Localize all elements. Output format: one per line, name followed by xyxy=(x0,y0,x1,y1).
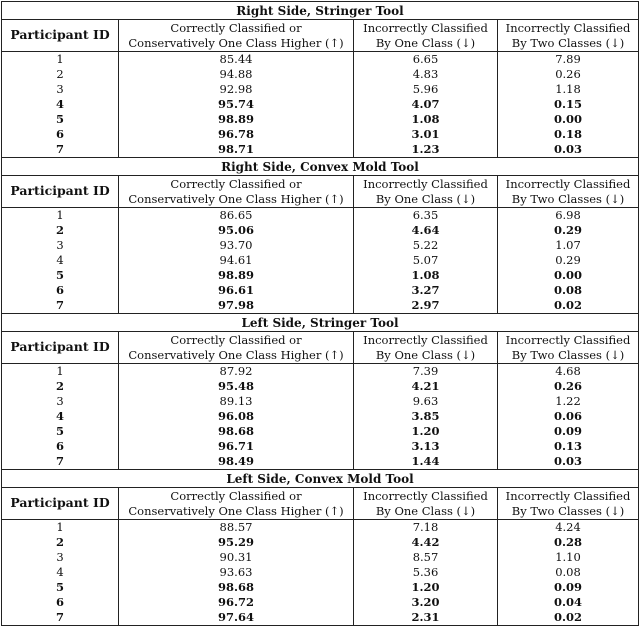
participant-id-header: Participant ID xyxy=(2,20,119,52)
two-class-header xyxy=(498,488,639,520)
correct-header xyxy=(119,488,354,520)
one-class-header-line2: By One Class (↓) xyxy=(375,35,476,50)
participant-id-cell: 1 xyxy=(2,364,119,380)
section-title-row xyxy=(2,314,639,332)
participant-id-cell: 7 xyxy=(2,298,119,314)
one-class-cell: 4.21 xyxy=(354,379,498,394)
participant-id-cell: 2 xyxy=(2,67,119,82)
participant-id-cell: 4 xyxy=(2,409,119,424)
one-class-header xyxy=(354,176,498,208)
one-class-cell: 6.35 xyxy=(354,208,498,224)
participant-id-cell: 2 xyxy=(2,223,119,238)
participant-id-cell: 4 xyxy=(2,97,119,112)
table-row xyxy=(2,52,639,68)
table-row xyxy=(2,97,639,112)
one-class-cell: 3.20 xyxy=(354,595,498,610)
correct-cell: 95.29 xyxy=(119,535,354,550)
participant-id-header: Participant ID xyxy=(2,488,119,520)
one-class-cell: 5.22 xyxy=(354,238,498,253)
two-class-cell: 0.09 xyxy=(498,424,639,439)
results-table xyxy=(1,1,639,626)
participant-id-cell: 2 xyxy=(2,535,119,550)
two-class-header-line2: By Two Classes (↓) xyxy=(511,35,625,50)
correct-cell: 90.31 xyxy=(119,550,354,565)
one-class-header-line1: Incorrectly Classified xyxy=(363,21,488,35)
table-row xyxy=(2,112,639,127)
one-class-header-line2: By One Class (↓) xyxy=(375,503,476,518)
correct-cell: 87.92 xyxy=(119,364,354,380)
table-row xyxy=(2,520,639,536)
participant-id-cell: 3 xyxy=(2,394,119,409)
two-class-header-line1: Incorrectly Classified xyxy=(505,21,631,35)
participant-id-cell: 5 xyxy=(2,580,119,595)
correct-cell: 97.98 xyxy=(119,298,354,314)
section-title-row xyxy=(2,2,639,20)
two-class-header xyxy=(498,20,639,52)
one-class-header-line2: By One Class (↓) xyxy=(375,347,476,362)
table-row xyxy=(2,610,639,626)
table-row xyxy=(2,223,639,238)
one-class-header xyxy=(354,488,498,520)
correct-cell: 96.78 xyxy=(119,127,354,142)
two-class-header-line2: By Two Classes (↓) xyxy=(511,503,625,518)
correct-header-line1: Correctly Classified or xyxy=(170,489,302,503)
correct-header xyxy=(119,176,354,208)
participant-id-cell: 7 xyxy=(2,610,119,626)
correct-cell: 96.08 xyxy=(119,409,354,424)
correct-cell: 94.61 xyxy=(119,253,354,268)
correct-cell: 98.68 xyxy=(119,424,354,439)
participant-id-cell: 1 xyxy=(2,520,119,536)
one-class-cell: 3.85 xyxy=(354,409,498,424)
correct-cell: 89.13 xyxy=(119,394,354,409)
one-class-cell: 4.64 xyxy=(354,223,498,238)
two-class-cell: 1.18 xyxy=(498,82,639,97)
two-class-header xyxy=(498,176,639,208)
two-class-cell: 6.98 xyxy=(498,208,639,224)
correct-cell: 93.70 xyxy=(119,238,354,253)
participant-id-cell: 4 xyxy=(2,253,119,268)
two-class-cell: 0.08 xyxy=(498,565,639,580)
participant-id-cell: 5 xyxy=(2,268,119,283)
two-class-cell: 0.08 xyxy=(498,283,639,298)
one-class-cell: 6.65 xyxy=(354,52,498,68)
two-class-cell: 0.15 xyxy=(498,97,639,112)
participant-id-cell: 6 xyxy=(2,439,119,454)
one-class-cell: 1.23 xyxy=(354,142,498,158)
two-class-cell: 0.00 xyxy=(498,268,639,283)
table-row xyxy=(2,268,639,283)
correct-header-line2: Conservatively One Class Higher (↑) xyxy=(128,191,344,206)
correct-header xyxy=(119,20,354,52)
two-class-cell: 0.26 xyxy=(498,67,639,82)
participant-id-header: Participant ID xyxy=(2,332,119,364)
one-class-cell: 5.36 xyxy=(354,565,498,580)
correct-header-line1: Correctly Classified or xyxy=(170,21,302,35)
correct-header-line2: Conservatively One Class Higher (↑) xyxy=(128,35,344,50)
table-row xyxy=(2,364,639,380)
correct-cell: 97.64 xyxy=(119,610,354,626)
table-row xyxy=(2,454,639,470)
one-class-cell: 7.18 xyxy=(354,520,498,536)
two-class-header-line2: By Two Classes (↓) xyxy=(511,347,625,362)
table-row xyxy=(2,595,639,610)
two-class-cell: 0.29 xyxy=(498,223,639,238)
header-row xyxy=(2,176,639,208)
correct-cell: 96.72 xyxy=(119,595,354,610)
two-class-cell: 0.29 xyxy=(498,253,639,268)
one-class-cell: 5.07 xyxy=(354,253,498,268)
participant-id-cell: 3 xyxy=(2,82,119,97)
table-row xyxy=(2,82,639,97)
correct-header-line2: Conservatively One Class Higher (↑) xyxy=(128,503,344,518)
section-title-row xyxy=(2,470,639,488)
correct-cell: 98.89 xyxy=(119,268,354,283)
section-title: Right Side, Stringer Tool xyxy=(2,2,639,20)
two-class-cell: 0.28 xyxy=(498,535,639,550)
table-row xyxy=(2,565,639,580)
correct-header-line1: Correctly Classified or xyxy=(170,333,302,347)
participant-id-cell: 7 xyxy=(2,454,119,470)
one-class-cell: 1.20 xyxy=(354,424,498,439)
two-class-cell: 0.00 xyxy=(498,112,639,127)
one-class-header xyxy=(354,20,498,52)
two-class-cell: 0.09 xyxy=(498,580,639,595)
correct-header-line2: Conservatively One Class Higher (↑) xyxy=(128,347,344,362)
results-table-body xyxy=(2,2,639,626)
two-class-cell: 0.13 xyxy=(498,439,639,454)
correct-cell: 93.63 xyxy=(119,565,354,580)
one-class-cell: 4.83 xyxy=(354,67,498,82)
table-row xyxy=(2,439,639,454)
table-row xyxy=(2,298,639,314)
table-row xyxy=(2,379,639,394)
one-class-cell: 1.08 xyxy=(354,268,498,283)
participant-id-cell: 6 xyxy=(2,595,119,610)
one-class-cell: 8.57 xyxy=(354,550,498,565)
table-row xyxy=(2,127,639,142)
two-class-header xyxy=(498,332,639,364)
one-class-header-line2: By One Class (↓) xyxy=(375,191,476,206)
correct-cell: 98.71 xyxy=(119,142,354,158)
two-class-cell: 0.02 xyxy=(498,298,639,314)
participant-id-cell: 6 xyxy=(2,283,119,298)
participant-id-cell: 7 xyxy=(2,142,119,158)
one-class-cell: 3.27 xyxy=(354,283,498,298)
one-class-cell: 4.07 xyxy=(354,97,498,112)
two-class-cell: 0.03 xyxy=(498,454,639,470)
header-row xyxy=(2,332,639,364)
correct-cell: 98.89 xyxy=(119,112,354,127)
two-class-header-line1: Incorrectly Classified xyxy=(505,177,631,191)
two-class-header-line1: Incorrectly Classified xyxy=(505,489,631,503)
correct-cell: 86.65 xyxy=(119,208,354,224)
one-class-cell: 1.20 xyxy=(354,580,498,595)
participant-id-header: Participant ID xyxy=(2,176,119,208)
two-class-cell: 4.68 xyxy=(498,364,639,380)
correct-cell: 94.88 xyxy=(119,67,354,82)
one-class-header-line1: Incorrectly Classified xyxy=(363,177,488,191)
two-class-cell: 0.03 xyxy=(498,142,639,158)
one-class-cell: 1.44 xyxy=(354,454,498,470)
participant-id-cell: 3 xyxy=(2,550,119,565)
two-class-cell: 4.24 xyxy=(498,520,639,536)
two-class-cell: 0.06 xyxy=(498,409,639,424)
one-class-cell: 5.96 xyxy=(354,82,498,97)
table-row xyxy=(2,535,639,550)
correct-cell: 95.74 xyxy=(119,97,354,112)
two-class-cell: 0.26 xyxy=(498,379,639,394)
header-row xyxy=(2,20,639,52)
two-class-cell: 1.22 xyxy=(498,394,639,409)
correct-cell: 96.71 xyxy=(119,439,354,454)
two-class-cell: 1.10 xyxy=(498,550,639,565)
correct-header-line1: Correctly Classified or xyxy=(170,177,302,191)
table-row xyxy=(2,550,639,565)
one-class-cell: 4.42 xyxy=(354,535,498,550)
one-class-header xyxy=(354,332,498,364)
correct-cell: 85.44 xyxy=(119,52,354,68)
one-class-header-line1: Incorrectly Classified xyxy=(363,489,488,503)
correct-cell: 95.48 xyxy=(119,379,354,394)
one-class-cell: 3.01 xyxy=(354,127,498,142)
table-row xyxy=(2,67,639,82)
two-class-cell: 0.02 xyxy=(498,610,639,626)
participant-id-cell: 3 xyxy=(2,238,119,253)
participant-id-cell: 2 xyxy=(2,379,119,394)
correct-cell: 98.49 xyxy=(119,454,354,470)
participant-id-cell: 6 xyxy=(2,127,119,142)
section-title: Right Side, Convex Mold Tool xyxy=(2,158,639,176)
one-class-cell: 3.13 xyxy=(354,439,498,454)
table-row xyxy=(2,208,639,224)
table-row xyxy=(2,580,639,595)
two-class-header-line2: By Two Classes (↓) xyxy=(511,191,625,206)
two-class-cell: 0.18 xyxy=(498,127,639,142)
correct-cell: 98.68 xyxy=(119,580,354,595)
two-class-header-line1: Incorrectly Classified xyxy=(505,333,631,347)
table-row xyxy=(2,283,639,298)
table-row xyxy=(2,238,639,253)
two-class-cell: 0.04 xyxy=(498,595,639,610)
table-row xyxy=(2,253,639,268)
one-class-cell: 7.39 xyxy=(354,364,498,380)
correct-cell: 96.61 xyxy=(119,283,354,298)
participant-id-cell: 4 xyxy=(2,565,119,580)
section-title-row xyxy=(2,158,639,176)
two-class-cell: 7.89 xyxy=(498,52,639,68)
one-class-cell: 2.97 xyxy=(354,298,498,314)
correct-header xyxy=(119,332,354,364)
participant-id-cell: 1 xyxy=(2,208,119,224)
participant-id-cell: 5 xyxy=(2,424,119,439)
correct-cell: 88.57 xyxy=(119,520,354,536)
correct-cell: 92.98 xyxy=(119,82,354,97)
section-title: Left Side, Convex Mold Tool xyxy=(2,470,639,488)
table-row xyxy=(2,142,639,158)
table-row xyxy=(2,409,639,424)
two-class-cell: 1.07 xyxy=(498,238,639,253)
table-row xyxy=(2,424,639,439)
participant-id-cell: 1 xyxy=(2,52,119,68)
header-row xyxy=(2,488,639,520)
table-row xyxy=(2,394,639,409)
participant-id-cell: 5 xyxy=(2,112,119,127)
section-title: Left Side, Stringer Tool xyxy=(2,314,639,332)
one-class-cell: 9.63 xyxy=(354,394,498,409)
one-class-cell: 1.08 xyxy=(354,112,498,127)
one-class-header-line1: Incorrectly Classified xyxy=(363,333,488,347)
correct-cell: 95.06 xyxy=(119,223,354,238)
one-class-cell: 2.31 xyxy=(354,610,498,626)
